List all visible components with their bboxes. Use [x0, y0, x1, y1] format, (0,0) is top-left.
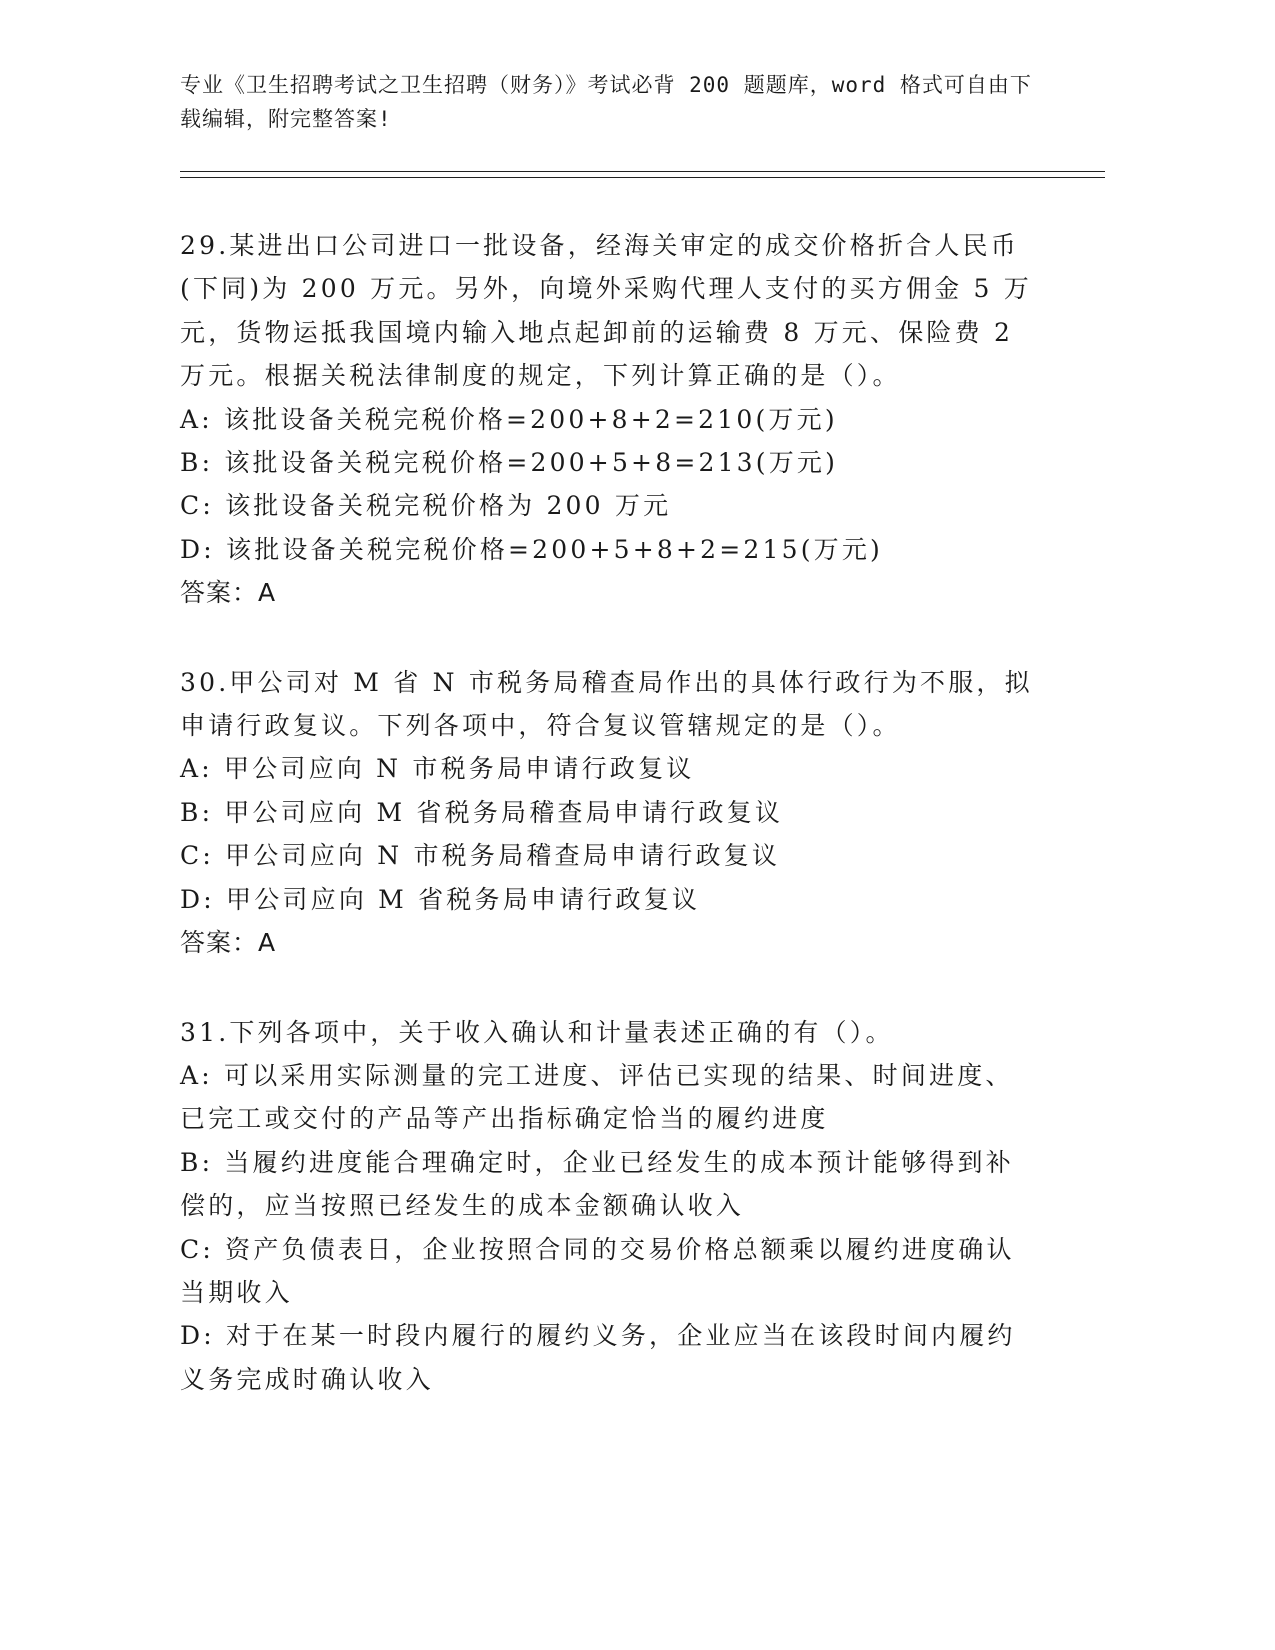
question-stem: 29.某进出口公司进口一批设备，经海关审定的成交价格折合人民币(下同)为 200 万元。另外，向境外采购代理人支付的买方佣金 5 万元，货物运抵我国境内输入地点起卸前的运输费 8 万元、保险费 2 万元。根据关税法律制度的规定，下列计算正确的是（）。 — [180, 231, 1032, 391]
option-d: D: 该批设备关税完税价格=200+5+8+2=215(万元) — [180, 534, 884, 564]
question-30 — [180, 661, 1040, 965]
option-d: D: 对于在某一时段内履行的履约义务，企业应当在该段时间内履约义务完成时确认收入 — [180, 1321, 1016, 1394]
option-b: B: 甲公司应向 M 省税务局稽查局申请行政复议 — [180, 797, 784, 827]
header-divider-top — [180, 171, 1105, 172]
question-list — [180, 224, 1040, 1447]
question-stem: 31.下列各项中，关于收入确认和计量表述正确的有（）。 — [180, 1017, 894, 1047]
answer: 答案：A — [180, 578, 277, 608]
option-a: A: 甲公司应向 N 市税务局申请行政复议 — [180, 754, 695, 784]
question-31 — [180, 1011, 1040, 1402]
answer: 答案：A — [180, 928, 277, 958]
question-stem: 30.甲公司对 M 省 N 市税务局稽查局作出的具体行政行为不服，拟申请行政复议。下列各项中，符合复议管辖规定的是（）。 — [180, 667, 1033, 741]
document-header: 专业《卫生招聘考试之卫生招聘（财务）》考试必背 200 题题库，word 格式可自由下载编辑，附完整答案! — [180, 73, 1032, 131]
option-a: A: 该批设备关税完税价格=200+8+2=210(万元) — [180, 404, 838, 434]
option-b: B: 该批设备关税完税价格=200+5+8=213(万元) — [180, 448, 839, 478]
option-d: D: 甲公司应向 M 省税务局申请行政复议 — [180, 884, 701, 914]
question-29 — [180, 224, 1040, 615]
option-b: B: 当履约进度能合理确定时，企业已经发生的成本预计能够得到补偿的，应当按照已经发生的成本金额确认收入 — [180, 1147, 1014, 1221]
option-c: C: 资产负债表日，企业按照合同的交易价格总额乘以履约进度确认当期收入 — [180, 1234, 1015, 1307]
option-a: A: 可以采用实际测量的完工进度、评估已实现的结果、时间进度、已完工或交付的产品等产出指标确定恰当的履约进度 — [180, 1060, 1014, 1134]
header-divider-bottom — [180, 177, 1105, 178]
option-c: C: 该批设备关税完税价格为 200 万元 — [180, 491, 672, 521]
option-c: C: 甲公司应向 N 市税务局稽查局申请行政复议 — [180, 841, 781, 871]
